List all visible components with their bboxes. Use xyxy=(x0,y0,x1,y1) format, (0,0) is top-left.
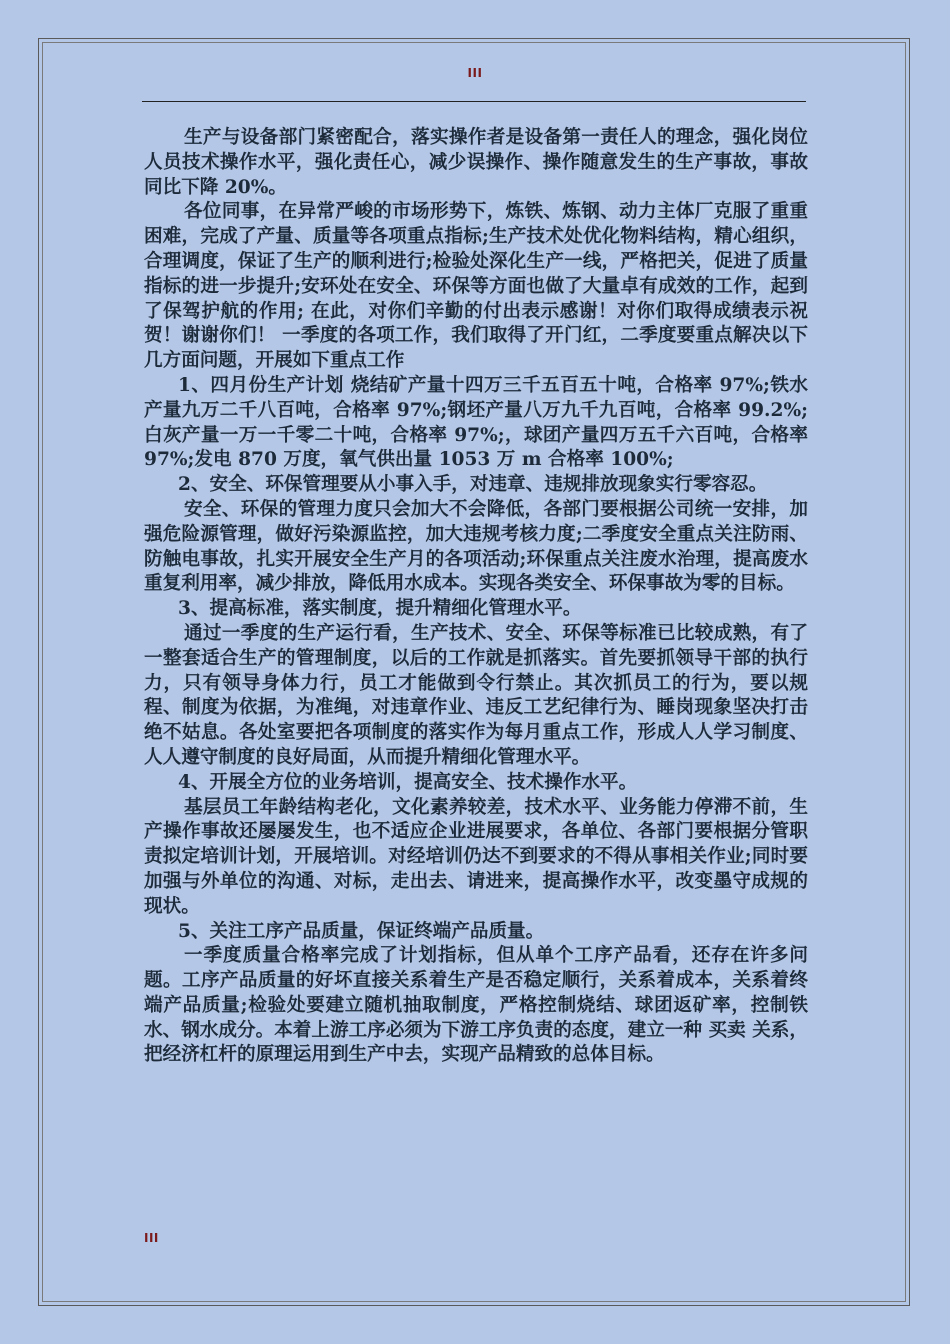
document-body xyxy=(144,126,808,1068)
paragraph: 安全、环保的管理力度只会加大不会降低，各部门要根据公司统一安排，加强危险源管理，做好污染源监控，加大违规考核力度;二季度安全重点关注防雨、防触电事故，扎实开展安全生产月的各项活动;环保重点关注废水治理，提高废水重复利用率，减少排放，降低用水成本。实现各类安全、环保事故为零的目标。 xyxy=(144,498,808,595)
footer-mark: III xyxy=(144,1231,159,1245)
paragraph: 生产与设备部门紧密配合，落实操作者是设备第一责任人的理念，强化岗位人员技术操作水平，强化责任心，减少误操作、操作随意发生的生产事故，事故同比下降 20%。 xyxy=(144,127,808,198)
header-mark: III xyxy=(467,66,483,80)
paragraph: 各位同事，在异常严峻的市场形势下，炼铁、炼钢、动力主体厂克服了重重困难，完成了产量、质量等各项重点指标;生产技术处优化物料结构，精心组织，合理调度，保证了生产的顺利进行;检验处深化生产一线，严格把关，促进了质量指标的进一步提升;安环处在安全、环保等方面也做了大量卓有成效的工作，起到了保驾护航的作用; 在此，对你们辛勤的付出表示感谢！对你们取得成绩表示祝贺！谢谢你们！ 一季度的各项工作，我们取得了开门红，二季度要重点解决以下几方面问题，开展如下重点工作 xyxy=(144,201,808,372)
paragraph: 一季度质量合格率完成了计划指标，但从单个工序产品看，还存在许多问题。工序产品质量的好坏直接关系着生产是否稳定顺行，关系着成本，关系着终端产品质量;检验处要建立随机抽取制度，严格控制烧结、球团返矿率，控制铁水、钢水成分。本着上游工序必须为下游工序负责的态度，建立一种 买卖 关系，把经济杠杆的原理运用到生产中去，实现产品精致的总体目标。 xyxy=(144,945,808,1066)
list-item-heading: 5、关注工序产品质量，保证终端产品质量。 xyxy=(178,920,545,942)
list-item-heading: 1、四月份生产计划 烧结矿产量十四万三千五百五十吨，合格率 97%;铁水产量九万二千八百吨，合格率 97%;钢坯产量八万九千九百吨，合格率 99.2%;白灰产量一万一千零二十吨，合格率 97%;，球团产量四万五千六百吨，合格率 97%;发电 870 万度，氧气供出量 1053 万 m 合格率 100%; xyxy=(144,374,808,471)
paragraph: 通过一季度的生产运行看，生产技术、安全、环保等标准已比较成熟，有了一整套适合生产的管理制度，以后的工作就是抓落实。首先要抓领导干部的执行力，只有领导身体力行，员工才能做到令行禁止。其次抓员工的行为，要以规程、制度为依据，为准绳，对违章作业、违反工艺纪律行为、睡岗现象坚决打击绝不姑息。各处室要把各项制度的落实作为每月重点工作，形成人人学习制度、人人遵守制度的良好局面，从而提升精细化管理水平。 xyxy=(144,622,808,768)
list-item-heading: 2、安全、环保管理要从小事入手，对违章、违规排放现象实行零容忍。 xyxy=(178,474,768,496)
header-rule xyxy=(142,101,806,102)
list-item-heading: 4、开展全方位的业务培训，提高安全、技术操作水平。 xyxy=(178,771,638,793)
list-item-heading: 3、提高标准，落实制度，提升精细化管理水平。 xyxy=(178,598,582,620)
paragraph: 基层员工年龄结构老化，文化素养较差，技术水平、业务能力停滞不前，生产操作事故还屡屡发生，也不适应企业进展要求，各单位、各部门要根据分管职责拟定培训计划，开展培训。对经培训仍达不到要求的不得从事相关作业;同时要加强与外单位的沟通、对标，走出去、请进来，提高操作水平，改变墨守成规的现状。 xyxy=(144,796,808,917)
